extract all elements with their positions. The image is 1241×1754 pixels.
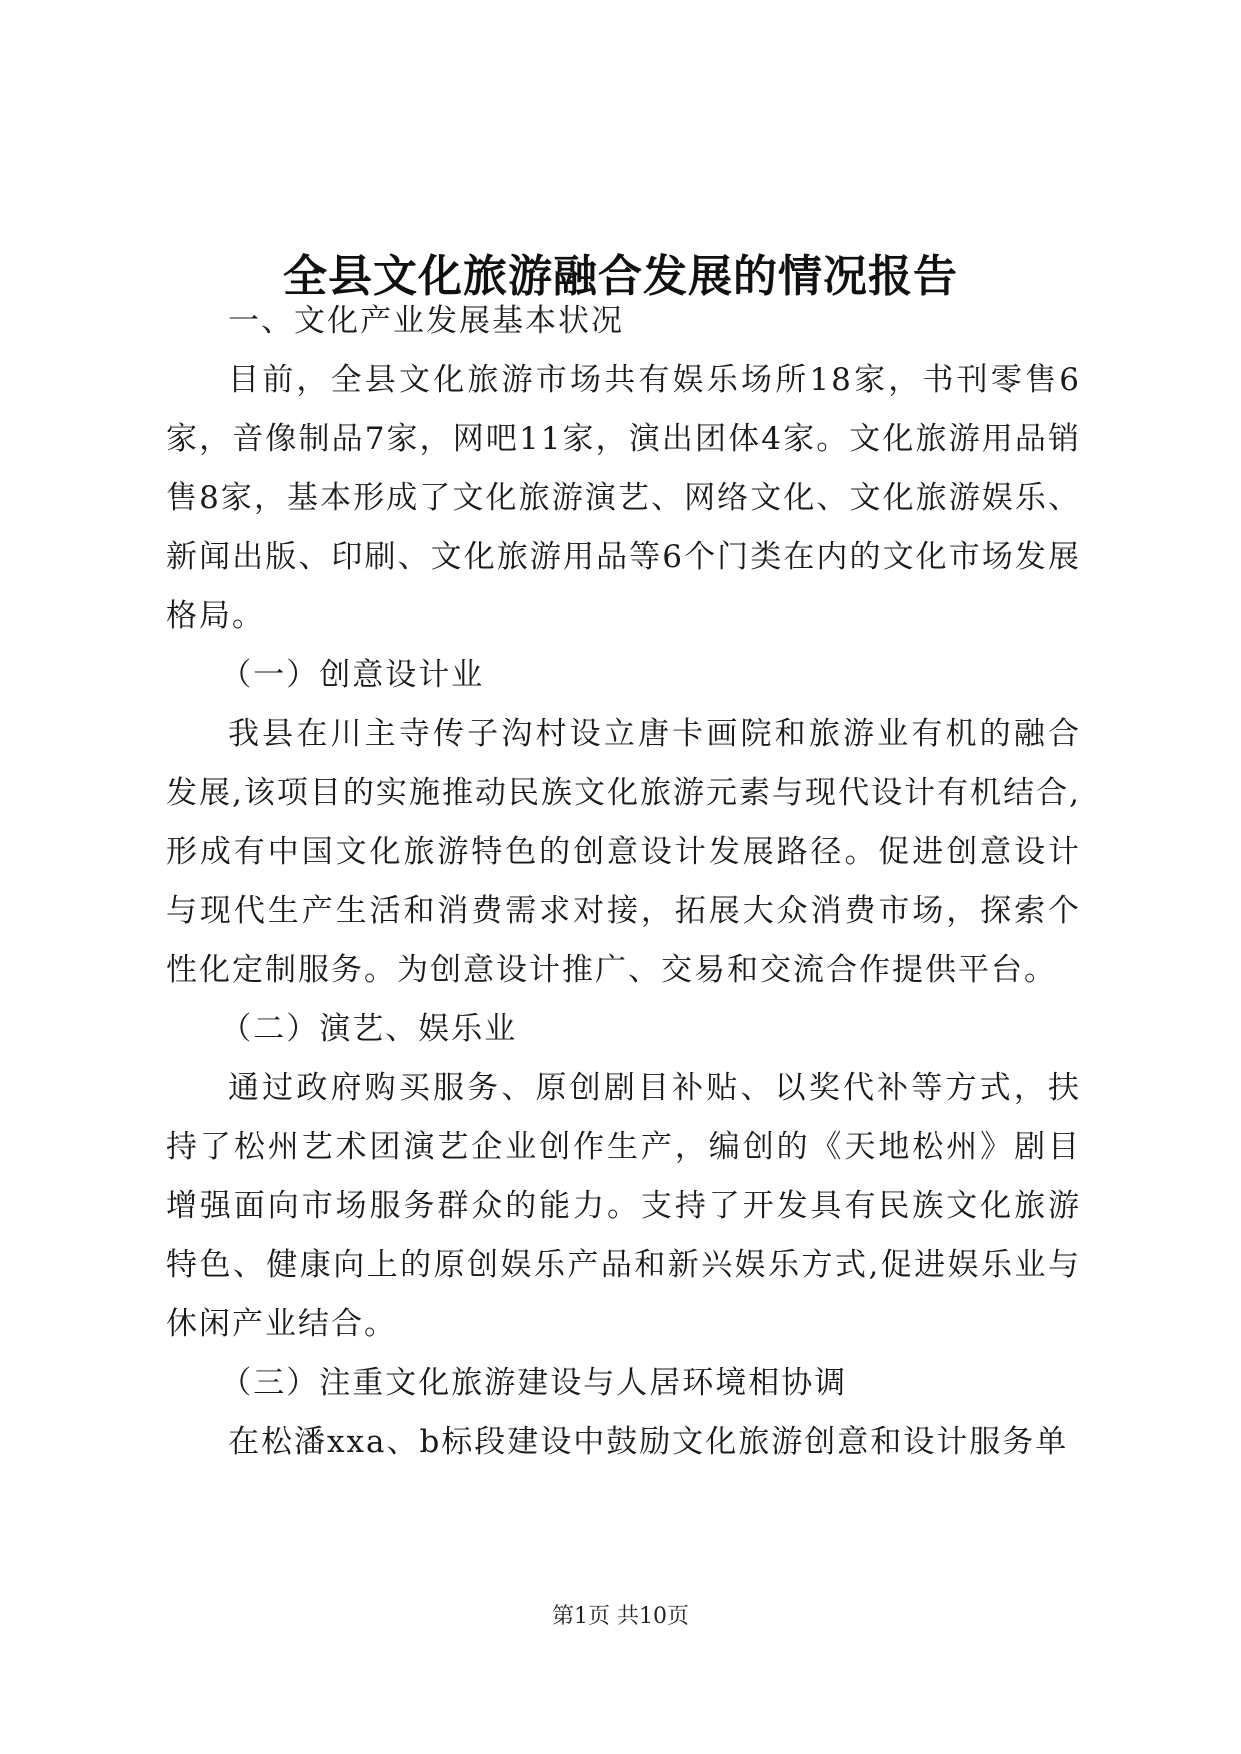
page-footer: 第1页 共10页 <box>552 1604 689 1629</box>
subsection-heading: （三）注重文化旅游建设与人居环境相协调 <box>220 1365 848 1401</box>
paragraph: 通过政府购买服务、原创剧目补贴、以奖代补等方式，扶持了松州艺术团演艺企业创作生产，编创的《天地松州》剧目增强面向市场服务群众的能力。支持了开发具有民族文化旅游特色、健康向上的原创娱乐产品和新兴娱乐方式,促进娱乐业与休闲产业结合。 <box>166 1070 1081 1342</box>
document-title: 全县文化旅游融合发展的情况报告 <box>283 251 958 303</box>
subsection-heading: （一）创意设计业 <box>220 657 485 693</box>
document-body <box>166 292 1081 1472</box>
subsection-heading: （二）演艺、娱乐业 <box>220 1011 518 1047</box>
section-heading: 一、文化产业发展基本状况 <box>228 303 624 339</box>
paragraph: 在松潘xxa、b标段建设中鼓励文化旅游创意和设计服务单 <box>228 1424 1069 1460</box>
paragraph: 我县在川主寺传子沟村设立唐卡画院和旅游业有机的融合发展,该项目的实施推动民族文化旅游元素与现代设计有机结合,形成有中国文化旅游特色的创意设计发展路径。促进创意设计与现代生产生活和消费需求对接，拓展大众消费市场，探索个性化定制服务。为创意设计推广、交易和交流合作提供平台。 <box>166 716 1081 988</box>
paragraph: 目前，全县文化旅游市场共有娱乐场所18家，书刊零售6家，音像制品7家，网吧11家，演出团体4家。文化旅游用品销售8家，基本形成了文化旅游演艺、网络文化、文化旅游娱乐、新闻出版、印刷、文化旅游用品等6个门类在内的文化市场发展格局。 <box>166 362 1081 634</box>
